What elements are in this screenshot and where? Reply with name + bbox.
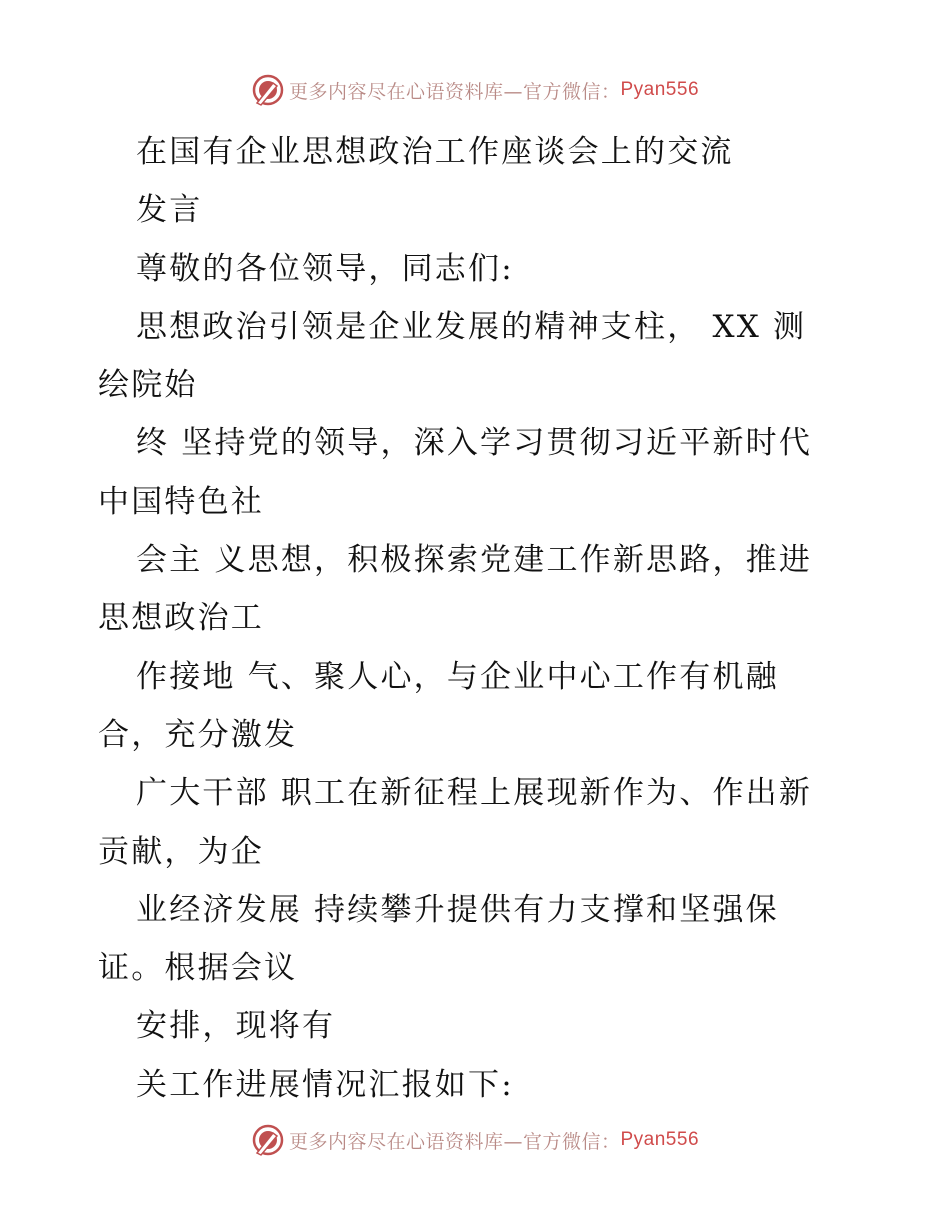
text-line: 安排，现将有 [136, 1008, 336, 1045]
text-line: 业经济发展 持续攀升提供有力支撑和坚强保 [136, 891, 779, 928]
pen-logo-icon [251, 1123, 285, 1157]
watermark-wechat-id: Pyan556 [620, 1129, 700, 1150]
watermark-footer [0, 1120, 950, 1160]
text-line: 会主 义思想，积极探索党建工作新思路，推进 [136, 542, 813, 579]
watermark-text: 更多内容尽在心语资料库—官方微信： [288, 1130, 621, 1153]
text-line: 关工作进展情况汇报如下: [136, 1066, 514, 1103]
text-line: 贡献，为企 [98, 833, 264, 870]
text-line: 中国特色社 [98, 483, 264, 520]
text-line: 思想政治工 [98, 600, 264, 637]
text-line: 思想政治引领是企业发展的精神支柱， XX 测 [136, 308, 807, 345]
document-body [98, 123, 858, 1114]
watermark-wechat-id: Pyan556 [620, 79, 700, 100]
text-line: 尊敬的各位领导，同志们: [136, 250, 514, 287]
pen-logo-icon [251, 73, 285, 107]
text-line: 绘院始 [98, 367, 198, 404]
text-line: 作接地 气、聚人心，与企业中心工作有机融 [136, 658, 779, 695]
text-line: 发言 [136, 192, 203, 229]
text-line: 证。根据会议 [98, 950, 298, 987]
text-line: 在国有企业思想政治工作座谈会上的交流 [136, 134, 734, 170]
text-line: 合，充分激发 [98, 716, 298, 753]
watermark-text: 更多内容尽在心语资料库—官方微信： [288, 80, 621, 103]
text-line: 终 坚持党的领导，深入学习贯彻习近平新时代 [136, 425, 813, 462]
watermark-header [0, 70, 950, 110]
text-line: 广大干部 职工在新征程上展现新作为、作出新 [136, 775, 813, 812]
